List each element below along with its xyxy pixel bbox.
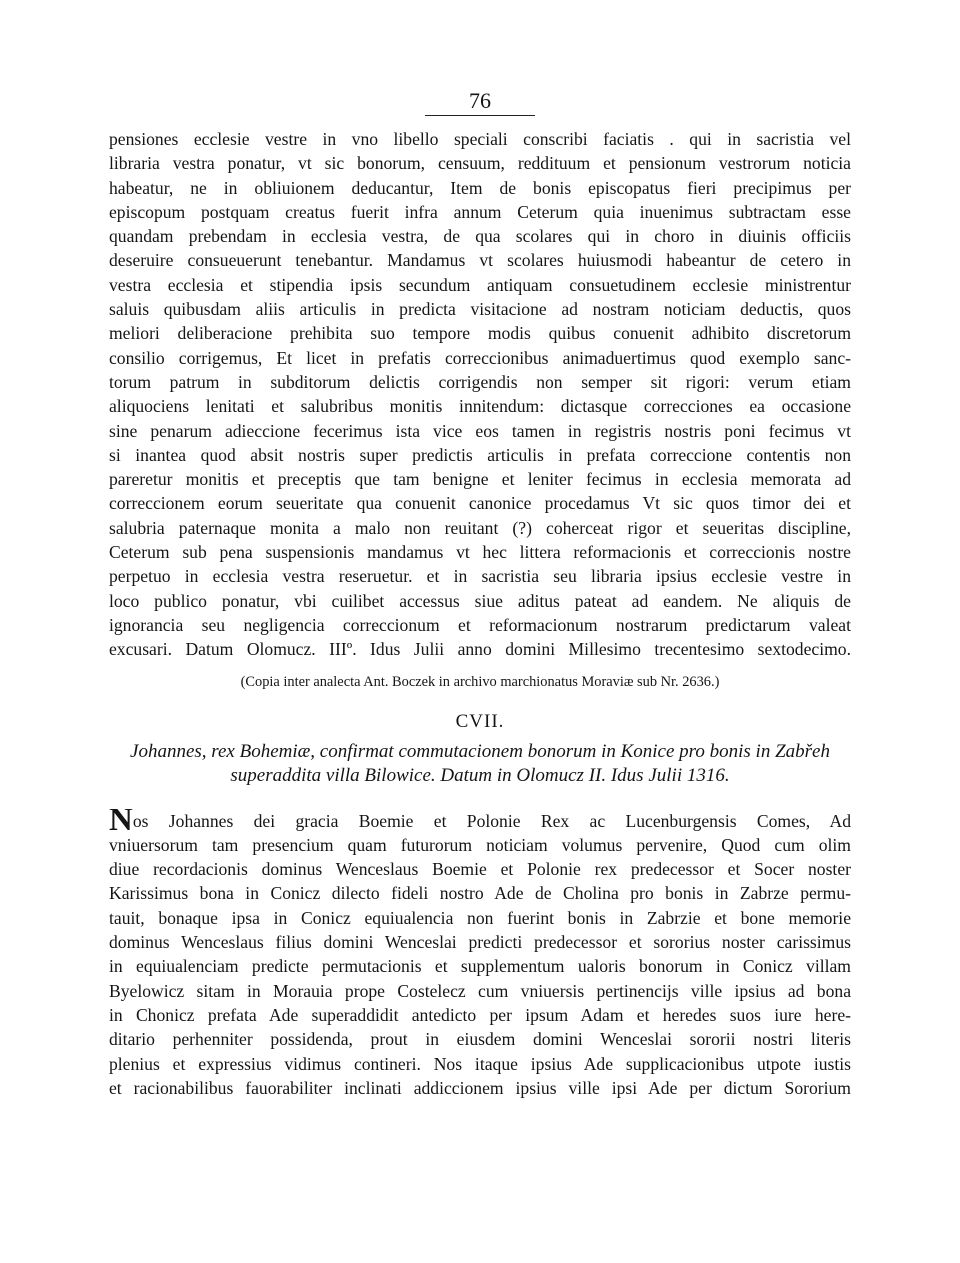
charter-text (109, 809, 851, 1101)
text-line: si inantea quod absit nostris super predictis articulis in prefata correccione contentis non (109, 444, 851, 465)
text-line: pareretur monitis et preceptis que tam benigne et leniter fecimus in ecclesia memorata ad (109, 469, 851, 490)
charter-line: diue recordacionis dominus Wenceslaus Boemie et Polonie rex predecessor et Socer noster (109, 859, 851, 880)
charter-line: vniuersorum tam presencium quam futurorum noticiam volumus pervenire, Quod cum olim (109, 834, 851, 855)
text-line: Ceterum sub pena suspensionis mandamus vt hec littera reformacionis et correccionis nostre (109, 542, 851, 563)
source-note: (Copia inter analecta Ant. Boczek in archivo marchionatus Moraviæ sub Nr. 2636.) (240, 673, 720, 690)
page-number: 76 (469, 88, 491, 113)
charter-line: Byelowicz sitam in Morauia prope Costelecz cum vniuersis pertinencijs ville ipsius ad bona (109, 980, 851, 1001)
text-line: meliori deliberacione prehibita suo tempore modis quibus conuenit adhibito discretorum (109, 323, 851, 344)
text-line: pensiones ecclesie vestre in vno libello speciali conscribi faciatis . qui in sacristia vel (109, 129, 851, 149)
charter-line-text: os Johannes dei gracia Boemie et Polonie Rex ac Lucenburgensis Comes, Ad (132, 810, 851, 831)
text-line: saluis quibusdam aliis articulis in predicta visitacione ad nostram noticiam deductis, quos (109, 299, 851, 320)
continuation-text (109, 127, 851, 662)
charter-line: Karissimus bona in Conicz dilecto fideli nostro Ade de Cholina pro bonis in Zabrze permu- (109, 883, 851, 904)
text-line: episcopum postquam creatus fuerit infra annum Ceterum quia inuenimus subtractam esse (109, 201, 851, 222)
text-line: aliquociens lenitati et salubribus monitis innitendum: dictasque correcciones ea occasione (109, 396, 851, 417)
text-line: consilio corrigemus, Et licet in prefatis correccionibus animaduertimus quod exemplo sanc- (109, 347, 851, 368)
charter-line: ditario perhenniter possidenda, prout in eiusdem domini Wenceslai sororii nostri literis (109, 1029, 851, 1050)
charter-line: dominus Wenceslaus filius domini Wenceslai predicti predecessor et sororius noster carissimus (109, 932, 851, 953)
text-line: ignorancia seu negligencia correccionum et reformacionum nostrarum predictarum valeat (109, 614, 851, 635)
text-line: vestra ecclesia et stipendia ipsis secundum antiquam consuetudinem ecclesie ministrentur (109, 274, 851, 295)
charter-line: plenius et expressius vidimus contineri. Nos itaque ipsius Ade supplicacionibus utpote iustis (109, 1053, 851, 1074)
page-number-rule (425, 115, 535, 116)
text-line: excusari. Datum Olomucz. IIIº. Idus Julii anno domini Millesimo trecentesimo sextodecimo. (109, 639, 851, 660)
text-line: torum patrum in subditorum delictis corrigendis non semper sit rigori: verum etiam (109, 371, 851, 392)
document-page (109, 88, 851, 1100)
charter-line: tauit, bonaque ipsa in Conicz equiualencia non fuerint bonis in Zabrzie et bone memorie (109, 907, 851, 928)
document-heading-line: Johannes, rex Bohemiæ, confirmat commutacionem bonorum in Konice pro bonis in Zabřeh (130, 740, 830, 762)
text-line: habeatur, ne in obliuionem deducantur, Item de bonis episcopatus fieri precipimus per (109, 177, 851, 198)
document-number: CVII. (455, 710, 505, 732)
text-line: perpetuo in ecclesia vestra reseruetur. et in sacristia seu libraria ipsius ecclesie vestre in (109, 566, 851, 587)
text-line: libraria vestra ponatur, vt sic bonorum, censuum, reddituum et pensionum vestrorum noticia (109, 153, 851, 174)
text-line: salubria paternaque monita a malo non reuitant (?) coherceat rigor et seueritas discipline, (109, 517, 851, 538)
decorated-initial: N (109, 808, 133, 833)
text-line: sine penarum adieccione fecerimus ista vice eos tamen in registris nostris poni fecimus vt (109, 420, 851, 441)
document-heading-line: superaddita villa Bilowice. Datum in Olomucz II. Idus Julii 1316. (230, 764, 730, 786)
charter-line: in Chonicz prefata Ade superaddidit antedicto per ipsum Adam et heredes suos iure here- (109, 1004, 851, 1025)
charter-line (109, 809, 851, 833)
charter-line: et racionabilibus fauorabiliter inclinati addiccionem ipsius ville ipsi Ade per dictum Sororium (109, 1077, 851, 1098)
text-line: loco publico ponatur, vbi cuilibet accessus siue aditus pateat ad eandem. Ne aliquis de (109, 590, 851, 611)
text-line: correccionem eorum seueritate qua conuenit canonice procedamus Vt sic quos timor dei et (109, 493, 851, 514)
text-line: quandam prebendam in ecclesia vestra, de qua scolares qui in choro in diuinis officiis (109, 226, 851, 247)
charter-line: in equiualenciam predicte permutacionis et supplementum ualoris bonorum in Conicz villam (109, 956, 851, 977)
document-heading (109, 740, 851, 788)
text-line: deseruire consueuerunt tenebantur. Mandamus vt scolares huiusmodi habeantur de cetero in (109, 250, 851, 271)
